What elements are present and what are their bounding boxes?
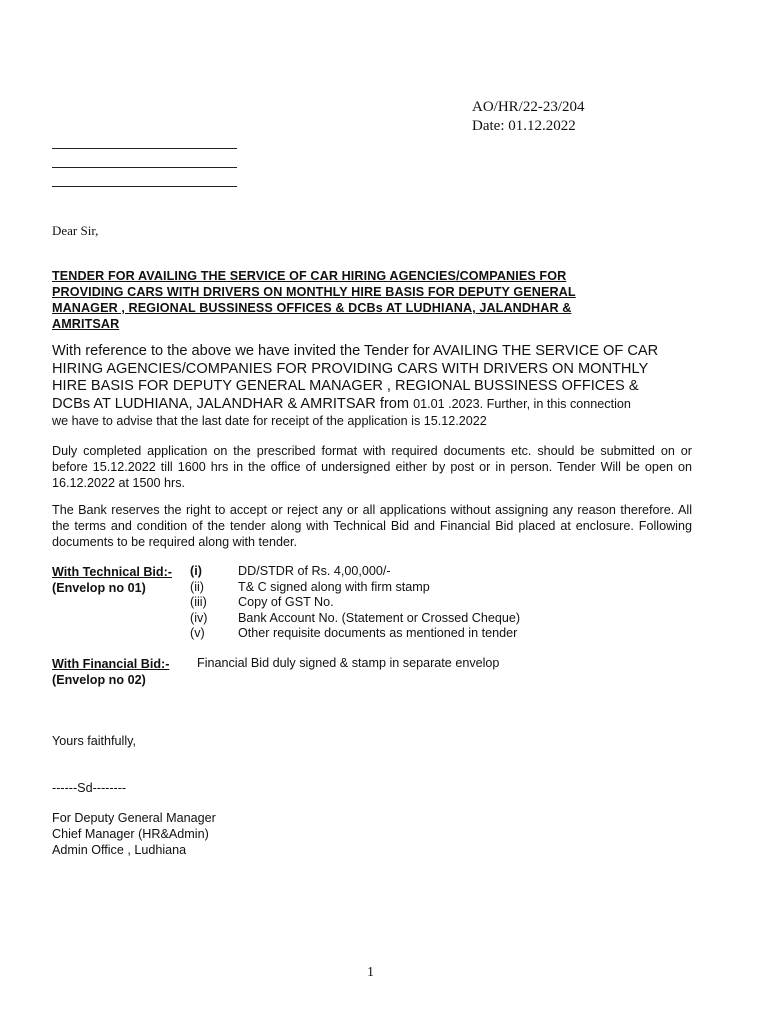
address-blank-line	[52, 148, 237, 149]
list-item-number: (i)	[190, 564, 202, 578]
signatory-line: Admin Office , Ludhiana	[52, 843, 187, 857]
technical-bid-envelope: (Envelop no 01)	[52, 581, 146, 595]
terms-paragraph: The Bank reserves the right to accept or reject any or all applications without assigning any reason therefore. All the terms and condition of the tender along with Technical Bid and Financial Bid placed at enclosure. Following documents to be required along with tender.	[52, 503, 692, 549]
closing: Yours faithfully,	[52, 734, 137, 748]
subject-line: PROVIDING CARS WITH DRIVERS ON MONTHLY HIRE BASIS FOR DEPUTY GENERAL	[52, 285, 576, 299]
financial-bid-label-block	[52, 656, 169, 688]
submission-paragraph: Duly completed application on the prescribed format with required documents etc. should be submitted on or before 15.12.2022 till 1600 hrs in the office of undersigned either by post or in person. Tender Will be open on 16.12.2022 at 1500 hrs.	[52, 444, 692, 490]
subject-line: TENDER FOR AVAILING THE SERVICE OF CAR HIRING AGENCIES/COMPANIES FOR	[52, 269, 567, 283]
paragraph-line: HIRING AGENCIES/COMPANIES FOR PROVIDING CARS WITH DRIVERS ON MONTHLY	[52, 360, 649, 377]
signatory-line: Chief Manager (HR&Admin)	[52, 827, 209, 841]
address-blank-line	[52, 186, 237, 187]
list-item-number: (iv)	[190, 610, 208, 625]
salutation: Dear Sir,	[52, 223, 99, 238]
subject-heading	[52, 268, 692, 332]
page-number: 1	[367, 965, 374, 980]
signatory-line: For Deputy General Manager	[52, 811, 216, 825]
list-item-number: (v)	[190, 626, 205, 640]
financial-bid-label: With Financial Bid:-	[52, 657, 170, 671]
signature: ------Sd--------	[52, 781, 127, 795]
paragraph-line	[52, 396, 692, 414]
list-item-number: (ii)	[190, 579, 204, 594]
paragraph-text: DCBs AT LUDHIANA, JALANDHAR & AMRITSAR from	[52, 395, 414, 412]
list-item: Copy of GST No.	[238, 595, 334, 609]
subject-line: AMRITSAR	[52, 317, 120, 331]
letter-date: Date: 01.12.2022	[472, 118, 576, 134]
reference-number: AO/HR/22-23/204	[472, 99, 585, 115]
subject-line: MANAGER , REGIONAL BUSSINESS OFFICES & DCBs AT LUDHIANA, JALANDHAR &	[52, 301, 572, 315]
signatory-block	[52, 810, 216, 858]
technical-bid-numbers	[190, 564, 207, 642]
technical-bid-label-block	[52, 564, 172, 596]
paragraph-line: With reference to the above we have invited the Tender for AVAILING THE SERVICE OF CAR	[52, 343, 659, 359]
paragraph-line: HIRE BASIS FOR DEPUTY GENERAL MANAGER , REGIONAL BUSSINESS OFFICES &	[52, 378, 639, 394]
financial-bid-text: Financial Bid duly signed & stamp in separate envelop	[197, 656, 500, 670]
list-item: Other requisite documents as mentioned in tender	[238, 626, 518, 640]
paragraph-text: 01.01 .2023. Further, in this connection	[413, 396, 631, 411]
technical-bid-documents	[238, 564, 520, 642]
list-item: DD/STDR of Rs. 4,00,000/-	[238, 564, 391, 578]
list-item-number: (iii)	[190, 595, 207, 609]
technical-bid-label: With Technical Bid:-	[52, 565, 172, 579]
address-blank-line	[52, 167, 237, 168]
list-item: Bank Account No. (Statement or Crossed Cheque)	[238, 610, 521, 625]
financial-bid-envelope: (Envelop no 02)	[52, 673, 146, 687]
paragraph-line: we have to advise that the last date for receipt of the application is 15.12.2022	[52, 414, 487, 428]
reference-paragraph	[52, 343, 692, 431]
reference-block	[472, 98, 585, 136]
list-item: T& C signed along with firm stamp	[238, 579, 430, 594]
